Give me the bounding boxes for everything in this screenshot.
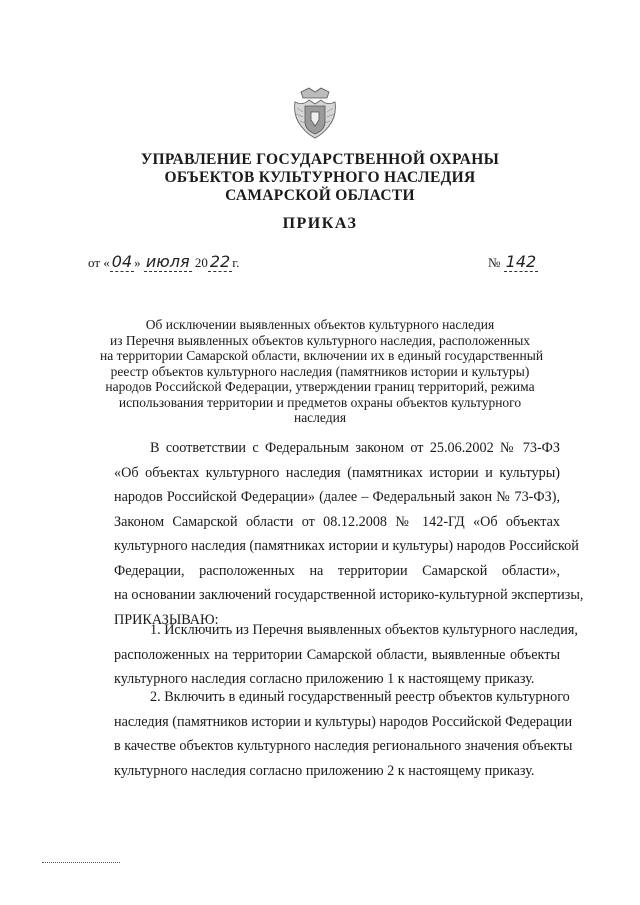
clause-1 bbox=[114, 618, 578, 692]
subject-line: на территории Самарской области, включении их в единый государственный bbox=[100, 348, 544, 363]
subject-line: Об исключении выявленных объектов культурного наследия bbox=[145, 317, 495, 332]
agency-name-line-2: ОБЪЕКТОВ КУЛЬТУРНОГО НАСЛЕДИЯ bbox=[164, 169, 476, 186]
paragraph-line: народов Российской Федерации» (далее – Федеральный закон № 73-ФЗ), bbox=[114, 489, 560, 505]
number-prefix: № bbox=[488, 255, 504, 270]
date-day: 04 bbox=[111, 252, 133, 271]
order-keyword: ПРИКАЗЫВАЮ: bbox=[114, 611, 219, 628]
paragraph-line: 1. Исключить из Перечня выявленных объектов культурного наследия, bbox=[150, 622, 578, 638]
date-mid: » bbox=[134, 255, 144, 270]
date-year-prefix: 20 bbox=[191, 255, 208, 270]
subject-line: народов Российской Федерации, утверждении границ территорий, режима bbox=[105, 379, 535, 394]
paragraph-line: культурного наследия согласно приложению 1 к настоящему приказу. bbox=[114, 671, 535, 687]
date-month: июля bbox=[145, 252, 190, 271]
paragraph-line: на основании заключений государственной историко-культурной экспертизы, bbox=[114, 587, 584, 603]
footer-divider bbox=[42, 862, 120, 863]
paragraph-line: расположенных на территории Самарской области, выявленные объекты bbox=[114, 646, 560, 663]
subject-line: использования территории и предметов охраны объектов культурного bbox=[118, 394, 522, 410]
subject-line: наследия bbox=[293, 410, 347, 425]
paragraph-line: Законом Самарской области от 08.12.2008 № 142-ГД «Об объектах bbox=[114, 513, 560, 530]
document-title: ПРИКАЗ bbox=[282, 215, 358, 232]
paragraph-line: «Об объектах культурного наследия (памятниках истории и культуры) bbox=[114, 464, 560, 481]
paragraph-line: В соответствии с Федеральным законом от 25.06.2002 № 73-ФЗ bbox=[150, 440, 560, 456]
clause-2 bbox=[114, 685, 573, 783]
coat-of-arms-icon bbox=[291, 86, 339, 142]
paragraph-line: 2. Включить в единый государственный реестр объектов культурного bbox=[150, 689, 570, 705]
paragraph-line: Федерации, расположенных на территории Самарской области», bbox=[114, 562, 560, 579]
agency-name-line-1: УПРАВЛЕНИЕ ГОСУДАРСТВЕННОЙ ОХРАНЫ bbox=[140, 151, 500, 168]
date-year: 22 bbox=[209, 252, 231, 271]
paragraph-line: наследия (памятников истории и культуры) народов Российской Федерации bbox=[114, 713, 573, 730]
order-number bbox=[488, 252, 538, 271]
paragraph-line: в качестве объектов культурного наследия регионального значения объекты bbox=[114, 738, 573, 754]
agency-name-line-3: САМАРСКОЙ ОБЛАСТИ bbox=[225, 187, 415, 204]
paragraph-line: культурного наследия согласно приложению 2 к настоящему приказу. bbox=[114, 762, 535, 779]
date-prefix: от « bbox=[88, 255, 110, 270]
date-suffix: г. bbox=[232, 255, 240, 270]
number-value: 142 bbox=[505, 252, 537, 271]
subject-line: из Перечня выявленных объектов культурного наследия, расположенных bbox=[109, 332, 531, 348]
preamble-paragraph bbox=[114, 436, 584, 632]
paragraph-line: культурного наследия (памятниках истории и культуры) народов Российской bbox=[114, 538, 579, 554]
order-subject bbox=[100, 317, 544, 426]
subject-line: реестр объектов культурного наследия (памятников истории и культуры) bbox=[110, 363, 530, 379]
order-date bbox=[88, 252, 239, 271]
